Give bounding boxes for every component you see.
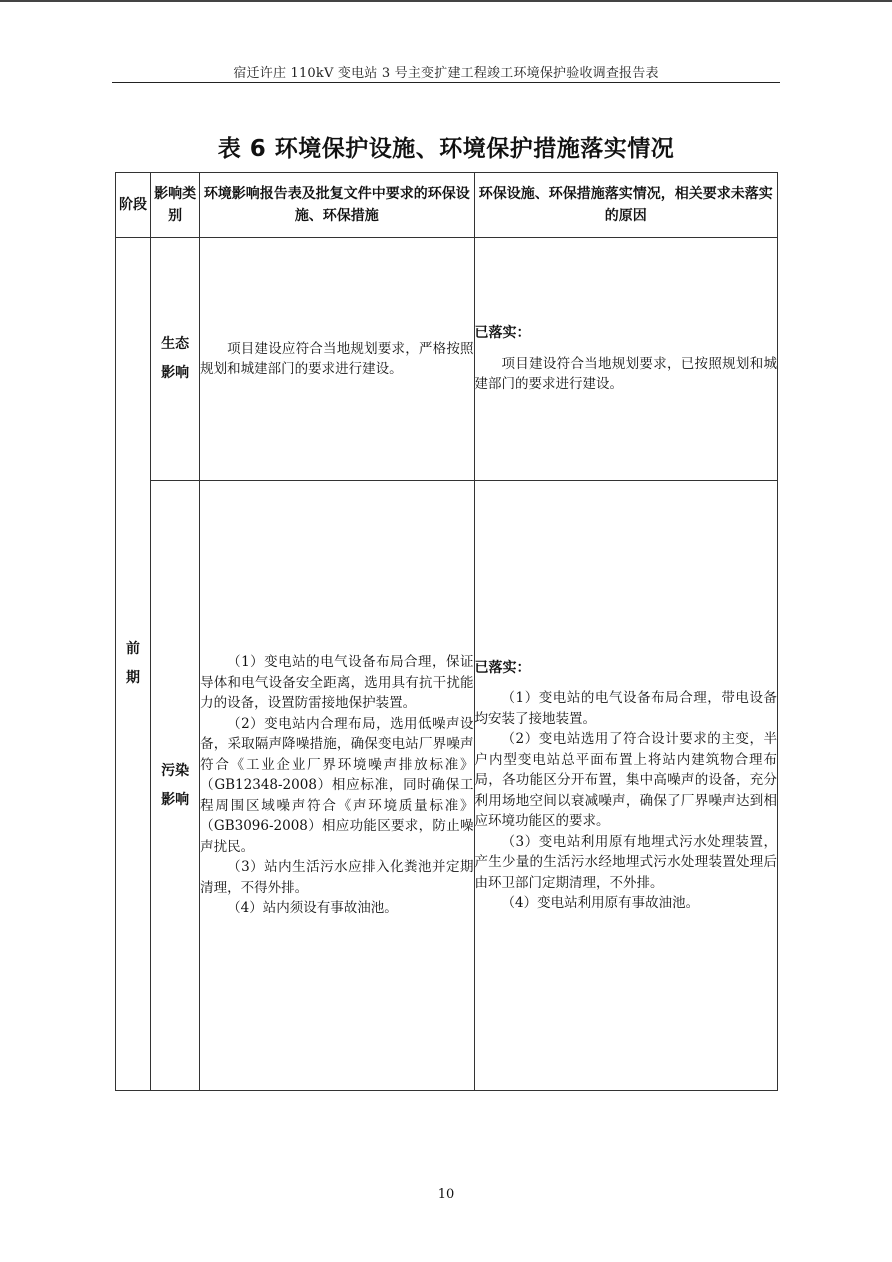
top-border-line xyxy=(0,0,892,2)
header-stage: 阶段 xyxy=(116,173,151,238)
page-number: 10 xyxy=(437,1187,455,1202)
requirement-paragraph: （4）站内须设有事故油池。 xyxy=(227,900,398,917)
running-header: 宿迁许庄 110kV 变电站 3 号主变扩建工程竣工环境保护验收调查报告表 xyxy=(233,66,659,81)
stage-cell xyxy=(116,238,151,1091)
category-cell-pollution xyxy=(151,481,200,1091)
requirements-cell-ecological xyxy=(200,238,474,481)
header-category: 影响类别 xyxy=(151,173,200,238)
implementation-paragraph: （3）变电站利用原有地埋式污水处理装置，产生少量的生活污水经地埋式污水处理装置处理后由环卫部门定期清理，不外排。 xyxy=(474,833,777,891)
stage-label: 前期 xyxy=(126,641,141,686)
implementation-cell-pollution xyxy=(474,481,777,1091)
requirements-cell-pollution xyxy=(200,481,474,1091)
implementation-paragraph: （1）变电站的电气设备布局合理，带电设备均安装了接地装置。 xyxy=(474,690,777,727)
category-label: 污染影响 xyxy=(161,762,190,808)
requirement-paragraph: （2）变电站内合理布局，选用低噪声设备，采取隔声降噪措施，确保变电站厂界噪声符合《工业企业厂界环境噪声排放标准》（GB12348-2008）相应标准，同时确保工程周围区域噪声符合《声环境质量标准》（GB3096-2008）相应功能区要求，防止噪声扰民。 xyxy=(200,715,474,855)
category-cell-ecological xyxy=(151,238,200,481)
requirement-paragraph: 项目建设应符合当地规划要求，严格按照规划和城建部门的要求进行建设。 xyxy=(200,340,474,377)
header-implementation: 环保设施、环保措施落实情况，相关要求未落实的原因 xyxy=(474,173,777,238)
status-label: 已落实： xyxy=(474,325,531,342)
header-requirements: 环境影响报告表及批复文件中要求的环保设施、环保措施 xyxy=(200,173,474,238)
table-row-ecological xyxy=(116,238,778,481)
implementation-paragraph: （4）变电站利用原有事故油池。 xyxy=(501,895,700,911)
requirement-paragraph: （3）站内生活污水应排入化粪池并定期清理，不得外排。 xyxy=(200,859,474,896)
table-title: 表 6 环境保护设施、环境保护措施落实情况 xyxy=(217,136,675,162)
category-label: 生态影响 xyxy=(161,336,190,381)
implementation-paragraph: （2）变电站选用了符合设计要求的主变，半户内型变电站总平面布置上将站内建筑物合理布局，各功能区分开布置，集中高噪声的设备，充分利用场地空间以衰减噪声，确保了厂界噪声达到相应环境功能区的要求。 xyxy=(474,731,777,829)
implementation-paragraph: 项目建设符合当地规划要求，已按照规划和城建部门的要求进行建设。 xyxy=(474,355,777,393)
table-header-row xyxy=(116,173,778,238)
status-label: 已落实： xyxy=(474,659,531,676)
header-rule xyxy=(112,82,780,83)
table-row-pollution xyxy=(116,481,778,1091)
measures-table xyxy=(115,172,778,1091)
implementation-cell-ecological xyxy=(474,238,777,481)
requirement-paragraph: （1）变电站的电气设备布局合理，保证导体和电气设备安全距离，选用具有抗干扰能力的设备，设置防雷接地保护装置。 xyxy=(200,654,474,712)
